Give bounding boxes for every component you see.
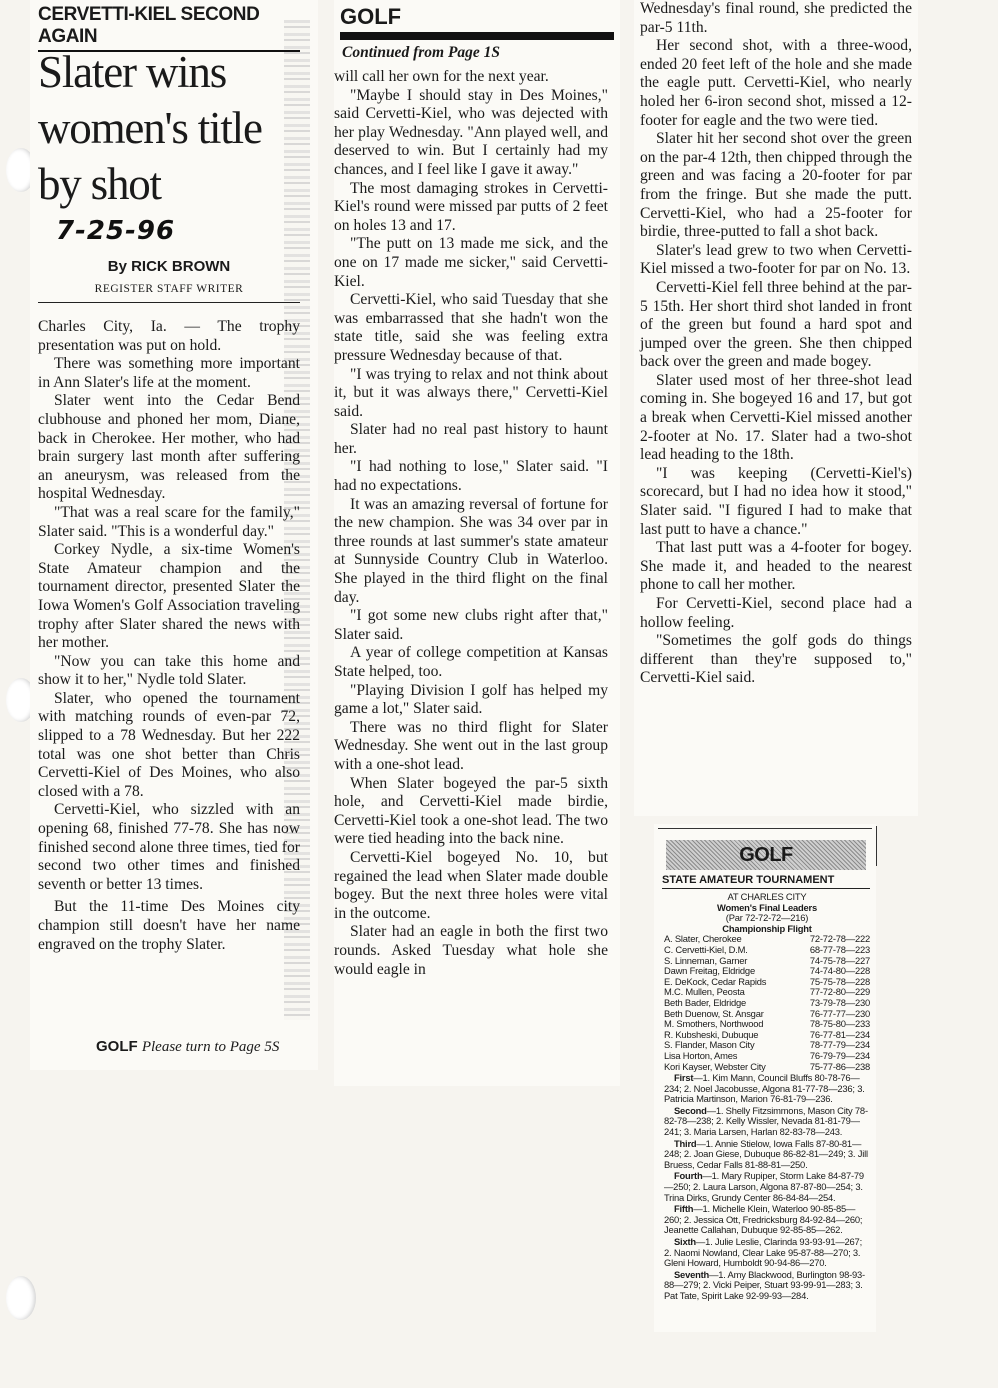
leader-scores: 78-75-80—233: [809, 1018, 870, 1030]
paragraph: It was an amazing reversal of fortune for the new champion. She was 34 over par in three rounds at last summer's state amateur at Sunnyside Country Club in Waterloo. She played in the third flight on the final day.: [334, 495, 608, 606]
paragraph: Cervetti-Kiel bogeyed No. 10, but regained the lead when Slater made double bogey. But the next three holes were vital in the outcome.: [334, 848, 608, 922]
byline-rule: [38, 302, 300, 303]
leader-row: [664, 945, 870, 956]
jump-text: Please turn to Page 5S: [141, 1039, 280, 1055]
byline: [38, 258, 300, 295]
paragraph: Cervetti-Kiel fell three behind at the par-5 15th. Her short third shot landed in front of the green but found a hard spot and jumped over the green. She then chipped back over the green and made bogey.: [640, 278, 912, 371]
leader-scores: 77-72-80—229: [809, 986, 870, 998]
flight-text: —1. Julie Leslie, Clarinda 93-93-91—267; 2. Naomi Nowland, Clear Lake 95-87-88—270; 3. Gleni Howard, Humboldt 90-94-86—270.: [664, 1236, 862, 1269]
results-par: (Par 72-72-72—216): [725, 912, 809, 924]
paragraph: Cervetti-Kiel, who said Tuesday that she was embarrassed that she hadn't won the state title, said she was feeling extra pressure Wednesday because of that.: [334, 291, 608, 364]
leader-name: S. Flander, Mason City: [664, 1039, 755, 1051]
paragraph: "I had nothing to lose," Slater said. "I had no expectations.: [334, 458, 608, 495]
paragraph: "Playing Division I golf has helped my game a lot," Slater said.: [334, 681, 608, 718]
paragraph: There was something more important in Ann Slater's life at the moment.: [38, 355, 300, 391]
paragraph: Slater went into the Cedar Bend clubhouse and phoned her mom, Diane, back in Cherokee. Her mother, who had brain surgery last month after suffering an aneurysm, was released from the hospital Wednesday.: [38, 392, 300, 503]
results-box-rule: [658, 828, 872, 829]
flight-label: Sixth: [674, 1236, 696, 1247]
leader-row: [664, 1051, 870, 1062]
paragraph: "The putt on 13 made me sick, and the one on 17 made me sicker," said Cervetti-Kiel.: [334, 235, 608, 290]
leader-name: Dawn Freitag, Eldridge: [664, 965, 755, 977]
paragraph: "I got some new clubs right after that," Slater said.: [334, 607, 608, 643]
leader-name: C. Cervetti-Kiel, D.M.: [664, 943, 748, 955]
paragraph: Slater used most of her three-shot lead coming in. She bogeyed 16 and 17, but got a break when Cervetti-Kiel missed another 2-footer at No. 17. Slater had a two-shot lead heading to the 18th.: [640, 371, 912, 464]
section-rule: [340, 32, 614, 40]
results-box-divider: [876, 826, 877, 866]
paragraph: Slater had no real past history to haunt her.: [334, 421, 608, 457]
leader-scores: 75-77-86—238: [809, 1060, 870, 1072]
leader-name: Beth Duenow, St. Ansgar: [664, 1007, 764, 1019]
paragraph: A year of college competition at Kansas State helped, too.: [334, 644, 608, 680]
flight-result: [664, 1139, 870, 1171]
results-box-subtitle: STATE AMATEUR TOURNAMENT: [662, 874, 870, 889]
flight-label: Second: [674, 1104, 707, 1116]
binder-hole-bottom: [6, 1276, 36, 1320]
flight-label: Third: [674, 1137, 697, 1149]
leader-name: M. Smothers, Northwood: [664, 1018, 764, 1030]
paragraph: For Cervetti-Kiel, second place had a hollow feeling.: [640, 595, 912, 631]
leader-scores: 76-77-77—230: [809, 1007, 870, 1019]
leader-scores: 68-77-78—223: [809, 943, 870, 955]
flight-result: [664, 1270, 870, 1302]
leader-name: M.C. Mullen, Peosta: [664, 986, 745, 998]
flight-text: —1. Kim Mann, Council Bluffs 80-78-76—234; 2. Noel Jacobusse, Algona 81-77-78—236; 3. Patricia Martinson, Marion 76-81-79—236.: [664, 1072, 865, 1105]
leader-name: E. DeKock, Cedar Rapids: [664, 975, 767, 987]
paragraph: Charles City, Ia. — The trophy presentation was put on hold.: [38, 318, 300, 354]
leader-name: A. Slater, Cherokee: [664, 933, 742, 945]
flight-result: [664, 1106, 870, 1138]
paragraph: Her second shot, with a three-wood, ended 20 feet left of the hole and she made the eagle putt. Cervetti-Kiel, who nearly holed her 6-iron second shot, missed a 12-footer for eagle and the two were tied.: [640, 37, 912, 129]
paragraph: Slater had an eagle in both the first two rounds. Asked Tuesday what hole she would eagle in: [334, 923, 608, 978]
paragraph: Wednesday's final round, she predicted the par-5 11th.: [640, 0, 912, 36]
section-title: GOLF: [340, 4, 402, 29]
leader-name: R. Kubsheski, Dubuque: [664, 1028, 759, 1040]
kicker: CERVETTI-KIEL SECOND AGAIN: [38, 4, 300, 52]
handwritten-date: 7-25-96: [56, 216, 176, 246]
paragraph: "That was a real scare for the family," Slater said. "This is a wonderful day.": [38, 503, 300, 540]
results-box-title: GOLF: [666, 840, 866, 870]
flight-label: Fourth: [674, 1170, 703, 1182]
article-column-right: [640, 0, 912, 688]
leader-scores: 72-72-78—222: [809, 933, 870, 945]
results-box-body: [664, 892, 870, 1302]
paragraph: But the 11-time Des Moines city champion still doesn't have her name engraved on the trophy Slater.: [38, 898, 300, 953]
flight-result: [664, 1171, 870, 1203]
paragraph: will call her own for the next year.: [334, 68, 549, 85]
flight-text: —1. Annie Stielow, Iowa Falls 87-80-81—248; 2. Joan Giese, Dubuque 86-82-81—249; 3. Jill Bruess, Cedar Falls 81-88-81—250.: [664, 1137, 868, 1170]
paragraph: Slater's lead grew to two when Cervetti-Kiel missed a two-footer for par on No. 13.: [640, 241, 912, 278]
continued-line: Continued from Page 1S: [342, 44, 501, 61]
leader-name: S. Linneman, Garner: [664, 954, 748, 966]
paragraph: Corkey Nydle, a six-time Women's State Amateur champion and the tournament director, presented Slater the Iowa Women's Golf Association traveling trophy after Slater shared the news with her mother.: [38, 541, 300, 652]
flight-label: Fifth: [674, 1203, 694, 1215]
paragraph: When Slater bogeyed the par-5 sixth hole, and Cervetti-Kiel made birdie, Cervetti-Kiel took a one-shot lead. The two were tied heading into the back nine.: [334, 774, 608, 848]
paragraph: "Sometimes the golf gods do things different than they're supposed to," Cervetti-Kiel said.: [640, 632, 912, 687]
paragraph: Slater hit her second shot over the green on the par-4 12th, then chipped through the green and was facing a 20-footer for par from the fringe. But she made the putt. Cervetti-Kiel, who had a 25-footer for birdie, three-putted to fall a shot back.: [640, 130, 912, 241]
paragraph: The most damaging strokes in Cervetti-Kiel's round were missed par putts of 2 feet on holes 13 and 17.: [334, 179, 608, 234]
article-column-middle: [334, 68, 608, 979]
paragraph: "Now you can take this home and show it to her," Nydle told Slater.: [38, 652, 300, 689]
leader-row: [664, 998, 870, 1009]
flight-text: —1. Shelly Fitzsimmons, Mason City 78-82-78—238; 2. Kelly Wissler, Nevada 81-81-79—241; 3. Maria Larsen, Harlan 82-83-78—243.: [664, 1104, 868, 1138]
flight-text: —1. Mary Rupiper, Storm Lake 84-87-79—250; 2. Laura Larson, Algona 87-87-80—254; 3. Trina Dirks, Grundy Center 86-84-84—254.: [664, 1170, 864, 1203]
paragraph: Slater, who opened the tournament with matching rounds of even-par 72, slipped to a 78 Wednesday. But her 222 total was one shot better than Chris Cervetti-Kiel of Des Moines, who also closed with a 78.: [38, 689, 300, 800]
flight-result: [664, 1237, 870, 1269]
leader-name: Lisa Horton, Ames: [664, 1049, 738, 1061]
jump-label: GOLF: [96, 1038, 138, 1055]
results-location: AT CHARLES CITY: [727, 891, 807, 902]
flight-text: —1. Amy Blackwood, Burlington 98-93-88—279; 2. Vicki Peiper, Stuart 93-99-91—283; 3. Pat Tate, Spirit Lake 92-99-93—284.: [664, 1268, 865, 1301]
byline-role: REGISTER STAFF WRITER: [94, 283, 244, 295]
flight-result: [664, 1204, 870, 1236]
leader-row: [664, 1062, 870, 1073]
leader-scores: 73-79-78—230: [809, 996, 870, 1008]
paragraph: That last putt was a 4-footer for bogey. She made it, and headed to the nearest phone to call her mother.: [640, 539, 912, 594]
headline: Slater wins women's title by shot: [38, 47, 262, 209]
paragraph: Cervetti-Kiel, who sizzled with an opening 68, finished 77-78. She has now finished second alone three times, tied for second two other times and finished seventh or better 13 times.: [38, 801, 300, 893]
flight-label: Seventh: [674, 1268, 710, 1280]
flight-label: First: [674, 1072, 694, 1084]
paragraph: "I was trying to relax and not think about it, but it was always there," Cervetti-Kiel said.: [334, 365, 608, 420]
results-flight-title: Championship Flight: [722, 922, 812, 934]
leader-scores: 75-75-78—228: [809, 975, 870, 987]
leader-scores: 74-74-80—228: [809, 965, 870, 977]
flight-text: —1. Michelle Klein, Waterloo 90-85-85—260; 2. Jessica Ott, Fredricksburg 84-92-84—260; Jeanette Callahan, Dubuque 92-85-85—262.: [664, 1203, 863, 1236]
leader-scores: 76-77-81—234: [809, 1028, 870, 1040]
leader-scores: 76-79-79—234: [809, 1049, 870, 1061]
byline-author: By RICK BROWN: [107, 258, 231, 275]
leader-name: Beth Bader, Eldridge: [664, 996, 746, 1008]
leader-name: Kori Kayser, Webster City: [664, 1060, 766, 1072]
results-heading: Women's Final Leaders: [717, 901, 817, 913]
flight-results: [664, 1073, 870, 1301]
paragraph: "I was keeping (Cervetti-Kiel's) scorecard, but I had no idea how it stood," Slater said. "I figured I had to make that last putt to have a chance.": [640, 464, 912, 538]
jump-line: [96, 1038, 279, 1056]
leaderboard: [664, 934, 870, 1072]
paragraph: There was no third flight for Slater Wednesday. She went out in the last group with a one-shot lead.: [334, 718, 608, 773]
paragraph: "Maybe I should stay in Des Moines," said Cervetti-Kiel, who was dejected with her play Wednesday. "Ann played well, and deserved to win. But I certainly had my chances, and I feel like I gave it away.": [334, 86, 608, 178]
leader-scores: 74-75-78—227: [809, 954, 870, 966]
flight-result: [664, 1073, 870, 1105]
article-column-left: [38, 318, 300, 954]
leader-scores: 78-77-79—234: [809, 1039, 870, 1051]
